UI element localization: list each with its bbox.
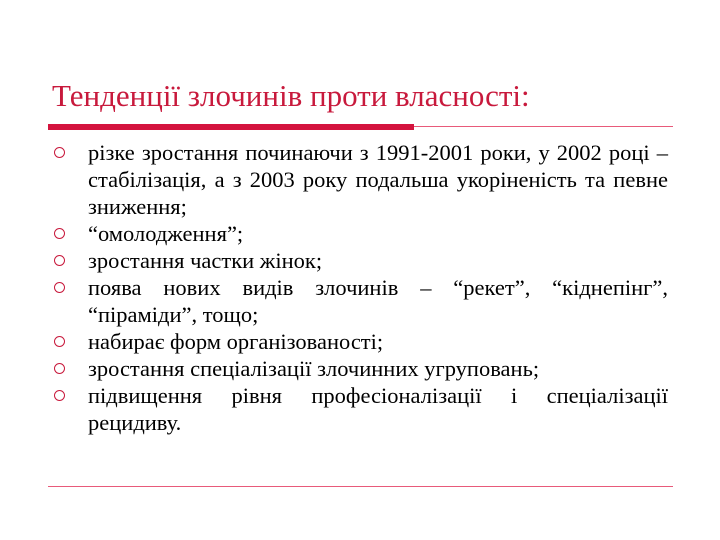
list-item-text: зростання спеціалізації злочинних угруповань; <box>88 356 540 381</box>
list-item-text: підвищення рівня професіоналізації і спеціалізації рецидиву. <box>88 383 668 435</box>
hollow-circle-bullet-icon <box>54 228 65 239</box>
list-item-text: набирає форм організованості; <box>88 329 384 354</box>
hollow-circle-bullet-icon <box>54 390 65 401</box>
list-item <box>48 355 668 382</box>
list-item-text: зростання частки жінок; <box>88 248 323 273</box>
list-item <box>48 247 668 274</box>
hollow-circle-bullet-icon <box>54 336 65 347</box>
list-item <box>48 328 668 355</box>
list-item-text: “омолодження”; <box>88 221 244 246</box>
slide-title: Тенденції злочинів проти власності: <box>52 78 530 113</box>
list-item <box>48 382 668 436</box>
list-item <box>48 220 668 247</box>
list-item-text: різке зростання починаючи з 1991-2001 роки, у 2002 році – стабілізація, а з 2003 року подальша укоріненість та певне зниження; <box>88 140 668 219</box>
footer-rule <box>48 486 673 487</box>
hollow-circle-bullet-icon <box>54 147 65 158</box>
bullet-list <box>48 139 668 436</box>
title-accent-bar <box>48 124 414 130</box>
list-item <box>48 274 668 328</box>
hollow-circle-bullet-icon <box>54 255 65 266</box>
hollow-circle-bullet-icon <box>54 363 65 374</box>
list-item-text: поява нових видів злочинів – “рекет”, “кіднепінг”, “піраміди”, тощо; <box>88 275 668 327</box>
hollow-circle-bullet-icon <box>54 282 65 293</box>
list-item <box>48 139 668 220</box>
